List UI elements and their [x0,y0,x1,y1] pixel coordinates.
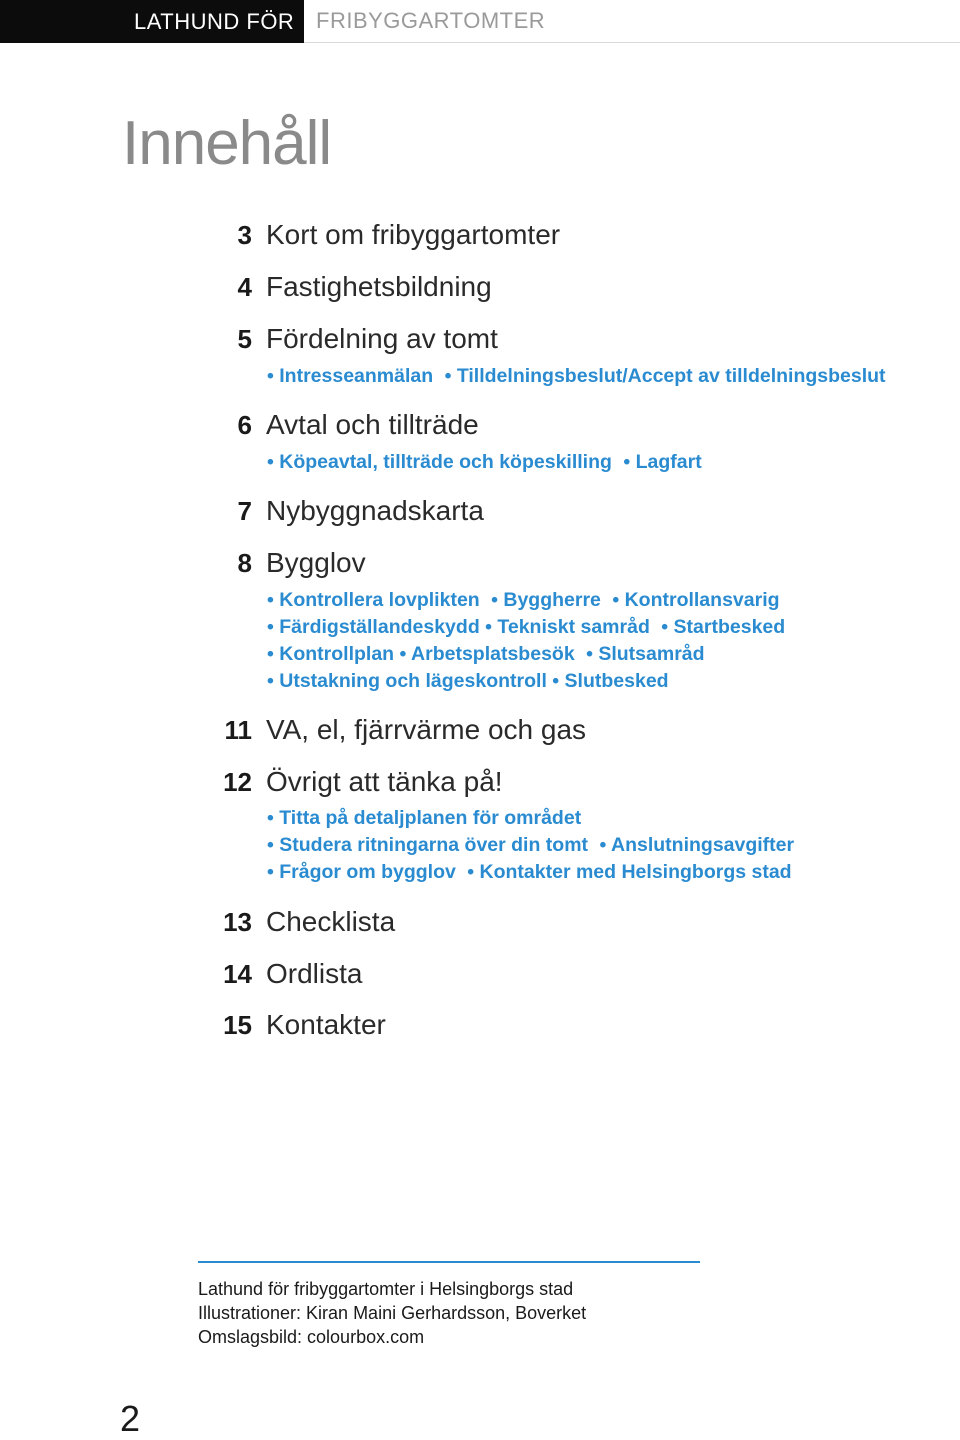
toc-label: Avtal och tillträde [266,409,479,440]
subtopic-item[interactable]: Tekniskt samråd [497,616,650,638]
toc-page-number: 15 [223,1010,252,1040]
toc-label: Ordlista [266,958,363,989]
toc-page-number: 7 [237,496,252,526]
toc-entry-4[interactable] [0,267,960,307]
toc-entry-7[interactable] [0,491,960,531]
bullet: • [599,834,607,856]
toc-label: Checklista [266,906,396,937]
toc-page-number: 14 [223,959,252,989]
bullet: • [467,861,475,883]
toc-label: Övrigt att tänka på! [266,766,503,797]
subtopic-item[interactable]: Frågor om bygglov [279,861,456,883]
credits-block [198,1277,586,1349]
page-title: Innehåll [122,109,332,178]
subtopic-item[interactable]: Kontrollplan [279,643,395,665]
toc-page-number: 11 [224,715,252,745]
toc-page-number: 3 [237,220,252,250]
toc-entry-6[interactable] [0,405,960,445]
subtopic-item[interactable]: Titta på detaljplanen för området [279,807,582,829]
toc-entry-15[interactable] [0,1005,960,1045]
toc-entry-3[interactable] [0,215,960,255]
credits-publication: Lathund för fribyggartomter i Helsingborgs stad [198,1279,574,1299]
subtopic-item[interactable]: Anslutningsavgifter [611,834,795,856]
bullet: • [444,365,452,387]
subtopic-item[interactable]: Färdigställandeskydd [279,616,480,638]
toc-label: Fastighetsbildning [266,271,492,302]
subtopic-line [267,668,957,695]
subtopic-item[interactable]: Startbesked [673,616,786,638]
bullet: • [267,861,274,883]
bullet: • [612,589,620,611]
subtopic-item[interactable]: Köpeavtal, tillträde och köpeskilling [279,451,612,473]
bullet: • [399,643,407,665]
credits-divider [198,1261,700,1263]
toc-label: Kort om fribyggartomter [266,219,561,250]
toc-entry-13[interactable] [0,902,960,942]
toc-entry-8[interactable] [0,543,960,583]
bullet: • [586,643,593,665]
subtopic-item[interactable]: Lagfart [635,451,702,473]
bullet: • [267,616,274,638]
subtopic-line [267,859,957,886]
subtopic-item[interactable]: Kontakter med Helsingborgs stad [479,861,792,883]
subtopic-line [267,587,957,614]
subtopic-item[interactable]: Studera ritningarna över din tomt [279,834,589,856]
subtopic-item[interactable]: Kontrollansvarig [624,589,780,611]
toc-label: Fördelning av tomt [266,323,498,354]
toc-label: Bygglov [266,547,366,578]
bullet: • [267,643,274,665]
bullet: • [491,589,498,611]
subtopic-line [267,449,957,476]
toc-page-number: 8 [237,548,252,578]
bullet: • [267,451,274,473]
bullet: • [267,807,274,829]
toc-page-number: 6 [237,410,252,440]
subtopic-line [267,363,957,390]
bullet: • [661,616,669,638]
subtopic-item[interactable]: Kontrollera lovplikten [279,589,480,611]
credits-illustrations: Illustrationer: Kiran Maini Gerhardsson, Boverket [198,1303,587,1323]
subtopic-line [267,832,957,859]
bullet: • [267,589,274,611]
bullet: • [267,365,274,387]
toc-entry-5[interactable] [0,319,960,359]
subtopic-item[interactable]: Intresseanmälan [279,365,434,387]
bullet: • [485,616,492,638]
subtopic-item[interactable]: Slutbesked [564,670,669,692]
subtopic-item[interactable]: Arbetsplatsbesök [411,643,575,665]
subtopic-line [267,641,957,668]
toc-label: VA, el, fjärrvärme och gas [266,714,587,745]
subtopic-item[interactable]: Utstakning och lägeskontroll [279,670,547,692]
bullet: • [552,670,560,692]
toc-entry-12[interactable] [0,762,960,802]
toc-label: Kontakter [266,1009,386,1040]
toc-entry-14[interactable] [0,954,960,994]
header-section-label: LATHUND FÖR [0,0,304,43]
credits-cover-image: Omslagsbild: colourbox.com [198,1327,425,1347]
subtopic-item[interactable]: Slutsamråd [598,643,705,665]
subtopic-item[interactable]: Tilldelningsbeslut/Accept av tilldelningsbeslut [456,365,886,387]
header-subject-label: FRIBYGGARTOMTER [304,0,960,43]
subtopic-line [267,805,957,832]
bullet: • [267,834,274,856]
bullet: • [267,670,274,692]
toc-label: Nybyggnadskarta [266,495,484,526]
toc-page-number: 13 [223,907,252,937]
toc-page-number: 4 [237,272,252,302]
toc-page-number: 5 [237,324,252,354]
bullet: • [623,451,631,473]
subtopic-line [267,614,957,641]
page-number: 2 [120,1398,141,1439]
subtopic-item[interactable]: Byggherre [503,589,601,611]
toc-entry-11[interactable] [0,710,960,750]
toc-page-number: 12 [223,767,252,797]
